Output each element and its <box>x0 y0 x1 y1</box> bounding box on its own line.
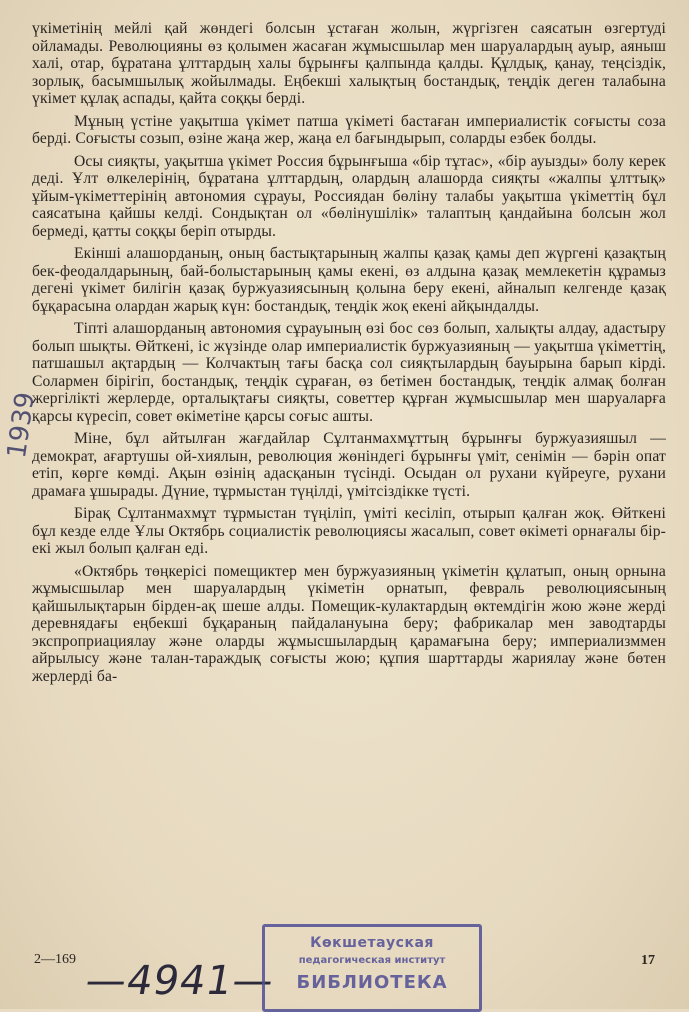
library-stamp <box>262 924 482 1012</box>
paragraph: үкіметінің мейлі қай жөндегі болсын ұстаған жолын, жүргізген саясатын өзгертуді ойламады. Революцияны өз қолымен жасаған жұмысшылар мен шаруалардың ауыр, аяныш халі, отар, бұратана ұлттардың халы бұрынғы қалпында қалды. Құлдық, қанау, теңсіздік, зорлық, басымшылық жойылмады. Еңбекші халықтың бостандық, теңдік деген талабына үкімет құлақ аспады, қайта соққы берді. <box>32 20 666 107</box>
paragraph: «Октябрь төңкерісі помещиктер мен буржуазияның үкіметін құлатып, оның орнына жұмысшылар мен шаруалардың үкіметін орнатып, февраль революциясының қайшылықтарын бірден-ақ шеше алды. Помещик-кулактардың өктемдігін жою және жерді деревнядағы еңбекші бұқараның пайдалануына беру; фабрикалар мен заводтарды экспроприациялау және оларды жұмысшылардың қарамағына беру; империализммен айрылысу және талан-тараждық соғысты жою; құпия шарттарды жариялау және бөтен жерлерді ба- <box>32 562 666 685</box>
stamp-line-2: педагогическая институт <box>298 955 446 966</box>
printer-signature: 2—169 <box>34 952 76 967</box>
handwritten-inventory-number: —4941— <box>81 958 278 1004</box>
paragraph: Бірақ Сұлтанмахмұт тұрмыстан түңіліп, үміті кесіліп, отырып қалған жоқ. Өйткені бұл кезде елде Ұлы Октябрь социалистік революциясы жасалып, совет өкіметі орнағалы бір-екі жыл болып қалған еді. <box>32 505 666 557</box>
paragraph: Екінші алашорданың, оның бастықтарының жалпы қазақ қамы деп жүргені қазақтың бек-феодалдарының, бай-болыстарының қамы екені, өз алдына қазақ мемлекетін құрамыз дегені үкімет билігін қазақ буржуазиясының қолына беру екені, айналып келгенде қазақ бұқарасына олардан жарық күн: бостандық, теңдік жоқ екені айқындалды. <box>32 245 666 315</box>
paragraph: Мұның үстіне уақытша үкімет патша үкіметі бастаған империалистік соғысты соза берді. Соғысты созып, өзіне жаңа жер, жаңа ел бағындырып, соларды езбек болды. <box>32 112 666 147</box>
margin-handwritten-note: 1939 <box>2 390 41 461</box>
page-number: 17 <box>641 953 655 968</box>
paragraph: Тіпті алашорданың автономия сұрауының өзі бос сөз болып, халықты алдау, адастыру болып шықты. Өйткені, іс жүзінде олар империалистік буржуазияның — уақытша үкіметтің, патшашыл ақтардың — Колчактың тағы басқа сол сияқтылардың бауырына барып кірді. Солармен бірігіп, бостандық, теңдік сұраған, өз бетімен бостандық, теңдік алмақ болған жергілікті жерлерде, орталықтағы сияқты, советтер құрған жұмысшылар мен шаруаларға қарсы күресіп, совет өкіметіне қарсы соғыс ашты. <box>32 320 666 425</box>
paragraph: Осы сияқты, уақытша үкімет Россия бұрынғыша «бір тұтас», «бір ауызды» болу керек деді. Ұлт өлкелерінің, бұратана ұлттардың, олардың алашорда сияқты «жалпы ұлттық» ұйым-үкіметтерінің автономия сұрауы, Россиядан бөліну талабы уақытша үкіметтің бұл саясатына қайшы келді. Сондықтан ол «бөлінушілік» талаптың қандайына болсын жол бермеді, қатты соққы беріп отырды. <box>32 152 666 240</box>
paragraph: Міне, бұл айтылған жағдайлар Сұлтанмахмұттың бұрынғы буржуазияшыл — демократ, ағартушы ой-хиялын, революция жөніндегі бұрынғы үміт, сенімін — бәрін опат етіп, көрге көмді. Ақын өзінің адасқанын түсінді. Осыдан ол рухани күйреуге, рухани драмаға ұшырады. Дүние, тұрмыстан түңілді, үмітсіздікке түсті. <box>32 430 666 500</box>
body-text <box>32 20 666 690</box>
stamp-line-1: Көкшетауская <box>310 935 434 951</box>
stamp-line-3: БИБЛИОТЕКА <box>296 972 448 993</box>
